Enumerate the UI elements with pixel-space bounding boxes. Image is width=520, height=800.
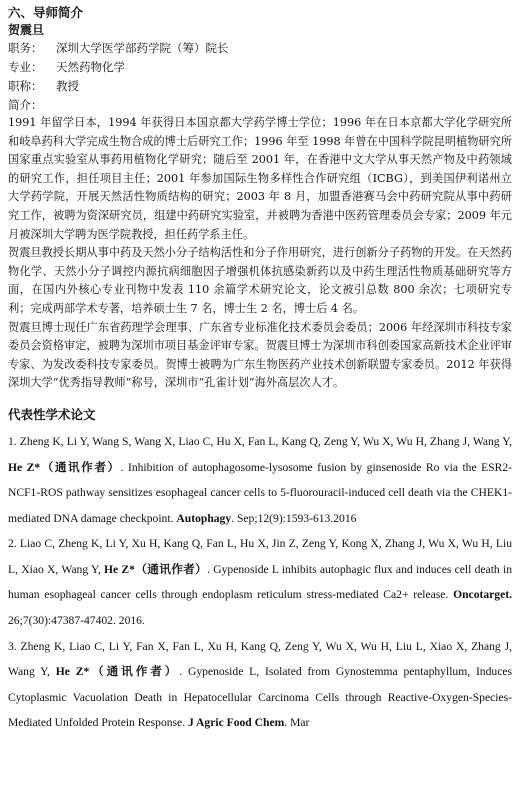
field-major bbox=[8, 58, 512, 77]
pub-title: . Gypenoside L inhibits autophagic flux and induces cell death in human esophageal cancer cells through endoplasm reticulum stress-mediated Ca2+ release. bbox=[8, 562, 513, 602]
pub-corresponding-author: He Z*（通讯作者） bbox=[8, 460, 121, 474]
field-key: 职务： bbox=[8, 41, 43, 55]
section-title: 六、导师简介 bbox=[8, 5, 84, 20]
pub-title: . Gypenoside L, Isolated from Gynostemma pentaphyllum, Induces Cytoplasmic Vacuolation Death in Hepatocellular Carcinoma Cells through Reactive-Oxygen-Species-Mediated Unfolded Protein Response. bbox=[8, 665, 512, 730]
bio-label: 简介： bbox=[8, 98, 43, 112]
pub-journal: Oncotarget. bbox=[453, 588, 512, 602]
pub-corresponding-author: He Z*（通讯作者） bbox=[104, 562, 208, 576]
mentor-name: 贺震旦 bbox=[8, 23, 45, 37]
field-value: 教授 bbox=[56, 79, 79, 93]
pub-citation: . Mar bbox=[284, 716, 310, 730]
pub-journal: Autophagy bbox=[176, 511, 232, 525]
field-key: 专业： bbox=[8, 60, 43, 74]
publication-item bbox=[8, 429, 512, 531]
bio-paragraph: 贺震旦博士现任广东省药理学会理事、广东省专业标准化技术委员会委员；2006 年经深圳市科技专家委员会资格审定，被聘为深圳市项目基金评审专家。贺震旦博士为深圳市科创委国家高新技术企业评审专家、为发改委科技专家委员。贺博士被聘为广东生物医药产业技术创新联盟专家委员。2012 年获得深圳大学“优秀指导教师”称号，深圳市“孔雀计划”海外高层次人才。 bbox=[8, 320, 512, 390]
field-value: 天然药物化学 bbox=[56, 60, 125, 74]
field-position bbox=[8, 39, 512, 58]
pub-authors: 1. Zheng K, Li Y, Wang S, Wang X, Liao C, Hu X, Fan L, Kang Q, Zeng Y, Wu X, Wu H, Zhang J, Wang Y, bbox=[8, 434, 512, 448]
field-key: 职称： bbox=[8, 79, 43, 93]
pub-title: . Inhibition of autophagosome-lysosome fusion by ginsenoside Ro via the ESR2-NCF1-ROS pathway sensitizes esophageal cancer cells to 5-fluorouracil-induced cell death via the CHEK1-mediated DNA damage checkpoint. bbox=[8, 460, 513, 525]
field-value: 深圳大学医学部药学院（筹）院长 bbox=[56, 41, 229, 55]
pub-corresponding-author: He Z*（通讯作者） bbox=[55, 665, 180, 679]
document-page bbox=[8, 4, 512, 736]
publication-item bbox=[8, 634, 512, 736]
pub-citation: . Sep;12(9):1593-613.2016 bbox=[231, 511, 357, 525]
pub-journal: J Agric Food Chem bbox=[188, 716, 285, 730]
pub-authors: 2. Liao C, Zheng K, Li Y, Xu H, Kang Q, Fan L, Hu X, Jin Z, Zeng Y, Kong X, Zhang J, Wu X, Wu H, Liu L, Xiao X, Wang Y, bbox=[8, 537, 512, 576]
bio-paragraph: 贺震旦教授长期从事中药及天然小分子结构活性和分子作用研究，进行创新分子药物的开发。在天然药物化学、天然小分子调控内源抗病细胞因子增强机体抗感染新药以及中药生理活性物质基础研究等方面，在国内外核心专业刊物中发表 110 余篇学术研究论文，论文被引总数 800 余次；七项研究专利；完成两部学术专著，培养硕士生 7 名，博士生 2 名，博士后 4 名。 bbox=[8, 246, 512, 315]
field-title bbox=[8, 77, 512, 96]
pub-authors: 3. Zheng K, Liao C, Li Y, Fan X, Fan L, Xu H, Kang Q, Zeng Y, Wu X, Wu H, Liu L, Xiao X, Zhang J, Wang Y, bbox=[8, 639, 512, 679]
publications-title: 代表性学术论文 bbox=[8, 406, 96, 422]
bio-paragraph: 1991 年留学日本，1994 年获得日本国京都大学药学博士学位；1996 年在日本京都大学化学研究所和岐阜药科大学完成生物合成的博士后研究工作；1996 年至 1998 年曾在中国科学院昆明植物研究所国家重点实验室从事药用植物化学研究；随后至 2001 年，在香港中文大学从事天然产物及中药领域的研究工作，担任项目主任；2001 年参加国际生物多样性合作研究组（ICBG），到美国伊利诺州立大学药学院，开展天然活性物质结构的研究；2003 年 8 月，加盟香港赛马会中药研究院从事中药研究工作，被聘为资深研究员，组建中药研究实验室，并被聘为香港中医药管理委员会专家；2009 年元月被深圳大学聘为医学院教授，担任药学系主任。 bbox=[8, 116, 512, 241]
publication-item bbox=[8, 531, 512, 633]
pub-citation: 26;7(30):47387-47402. 2016. bbox=[8, 614, 145, 628]
